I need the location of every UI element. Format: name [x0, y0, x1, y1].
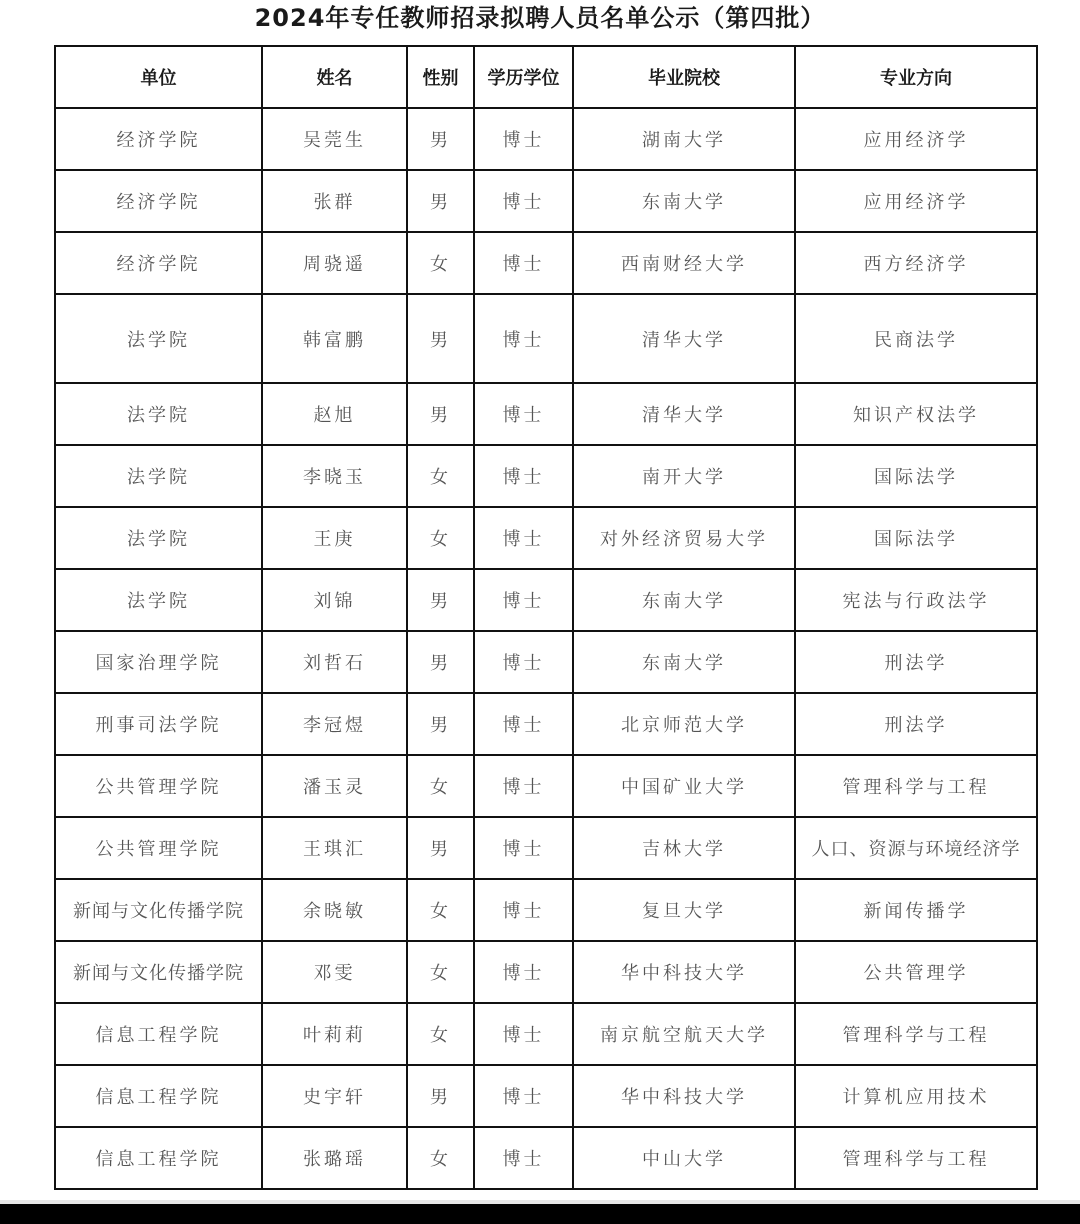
- cell-school: 清华大学: [573, 383, 795, 445]
- cell-school: 东南大学: [573, 569, 795, 631]
- cell-degree: 博士: [474, 569, 573, 631]
- cell-gender: 男: [407, 1065, 474, 1127]
- cell-major: 应用经济学: [795, 170, 1037, 232]
- document-title: 2024年专任教师招录拟聘人员名单公示（第四批）: [254, 4, 826, 32]
- cell-gender: 女: [407, 1127, 474, 1189]
- cell-school: 南开大学: [573, 445, 795, 507]
- cell-gender: 男: [407, 383, 474, 445]
- cell-unit: 法学院: [55, 445, 262, 507]
- cell-school: 华中科技大学: [573, 941, 795, 1003]
- cell-name: 周骁遥: [262, 232, 407, 294]
- cell-name: 张璐瑶: [262, 1127, 407, 1189]
- table-row: [55, 693, 1037, 755]
- cell-unit: 信息工程学院: [55, 1065, 262, 1127]
- cell-major: 管理科学与工程: [795, 1127, 1037, 1189]
- cell-gender: 女: [407, 232, 474, 294]
- cell-gender: 男: [407, 631, 474, 693]
- cell-unit: 新闻与文化传播学院: [55, 879, 262, 941]
- header-name: 姓名: [262, 46, 407, 108]
- table-row: [55, 1127, 1037, 1189]
- table-row: [55, 1065, 1037, 1127]
- table-row: [55, 755, 1037, 817]
- cell-name: 余晓敏: [262, 879, 407, 941]
- cell-school: 东南大学: [573, 170, 795, 232]
- cell-school: 西南财经大学: [573, 232, 795, 294]
- table-row: [55, 170, 1037, 232]
- table-row: [55, 1003, 1037, 1065]
- cell-unit: 经济学院: [55, 232, 262, 294]
- cell-name: 刘锦: [262, 569, 407, 631]
- cell-name: 李晓玉: [262, 445, 407, 507]
- cell-major: 新闻传播学: [795, 879, 1037, 941]
- cell-name: 刘哲石: [262, 631, 407, 693]
- table-row: [55, 817, 1037, 879]
- cell-name: 潘玉灵: [262, 755, 407, 817]
- cell-name: 李冠煜: [262, 693, 407, 755]
- cell-degree: 博士: [474, 941, 573, 1003]
- cell-school: 华中科技大学: [573, 1065, 795, 1127]
- cell-gender: 男: [407, 170, 474, 232]
- header-unit: 单位: [55, 46, 262, 108]
- cell-degree: 博士: [474, 693, 573, 755]
- cell-gender: 女: [407, 507, 474, 569]
- cell-major: 刑法学: [795, 693, 1037, 755]
- cell-major: 民商法学: [795, 294, 1037, 383]
- cell-unit: 公共管理学院: [55, 817, 262, 879]
- cell-degree: 博士: [474, 170, 573, 232]
- cell-major: 公共管理学: [795, 941, 1037, 1003]
- cell-major: 知识产权法学: [795, 383, 1037, 445]
- cell-school: 复旦大学: [573, 879, 795, 941]
- cell-name: 韩富鹏: [262, 294, 407, 383]
- table-header-row: [55, 46, 1037, 108]
- cell-name: 邓雯: [262, 941, 407, 1003]
- cell-school: 中国矿业大学: [573, 755, 795, 817]
- cell-name: 叶莉莉: [262, 1003, 407, 1065]
- cell-school: 北京师范大学: [573, 693, 795, 755]
- cell-unit: 公共管理学院: [55, 755, 262, 817]
- cell-school: 中山大学: [573, 1127, 795, 1189]
- cell-gender: 女: [407, 755, 474, 817]
- table-row: [55, 108, 1037, 170]
- table-row: [55, 569, 1037, 631]
- cell-name: 王庚: [262, 507, 407, 569]
- cell-unit: 法学院: [55, 507, 262, 569]
- cell-degree: 博士: [474, 817, 573, 879]
- cell-major: 西方经济学: [795, 232, 1037, 294]
- cell-school: 对外经济贸易大学: [573, 507, 795, 569]
- cell-school: 湖南大学: [573, 108, 795, 170]
- cell-school: 清华大学: [573, 294, 795, 383]
- cell-unit: 刑事司法学院: [55, 693, 262, 755]
- cell-name: 赵旭: [262, 383, 407, 445]
- cell-gender: 男: [407, 693, 474, 755]
- cell-school: 吉林大学: [573, 817, 795, 879]
- table-row: [55, 631, 1037, 693]
- table-row: [55, 941, 1037, 1003]
- cell-name: 史宇轩: [262, 1065, 407, 1127]
- cell-degree: 博士: [474, 232, 573, 294]
- cell-major: 管理科学与工程: [795, 1003, 1037, 1065]
- cell-gender: 男: [407, 108, 474, 170]
- cell-degree: 博士: [474, 445, 573, 507]
- cell-major: 宪法与行政法学: [795, 569, 1037, 631]
- cell-major: 计算机应用技术: [795, 1065, 1037, 1127]
- cell-gender: 男: [407, 294, 474, 383]
- cell-unit: 经济学院: [55, 108, 262, 170]
- table-row: [55, 294, 1037, 383]
- cell-unit: 法学院: [55, 294, 262, 383]
- cell-degree: 博士: [474, 1127, 573, 1189]
- cell-school: 东南大学: [573, 631, 795, 693]
- cell-name: 吴莞生: [262, 108, 407, 170]
- cell-major: 应用经济学: [795, 108, 1037, 170]
- cell-gender: 男: [407, 817, 474, 879]
- cell-name: 王琪汇: [262, 817, 407, 879]
- cell-unit: 法学院: [55, 569, 262, 631]
- table-row: [55, 232, 1037, 294]
- cell-major: 管理科学与工程: [795, 755, 1037, 817]
- cell-degree: 博士: [474, 1065, 573, 1127]
- cell-degree: 博士: [474, 879, 573, 941]
- cell-degree: 博士: [474, 631, 573, 693]
- table-row: [55, 445, 1037, 507]
- cell-unit: 信息工程学院: [55, 1127, 262, 1189]
- header-degree: 学历学位: [474, 46, 573, 108]
- cell-unit: 法学院: [55, 383, 262, 445]
- cell-degree: 博士: [474, 1003, 573, 1065]
- recruitment-table: [54, 45, 1038, 1190]
- table-row: [55, 507, 1037, 569]
- cell-degree: 博士: [474, 108, 573, 170]
- cell-gender: 男: [407, 569, 474, 631]
- cell-unit: 新闻与文化传播学院: [55, 941, 262, 1003]
- cell-major: 人口、资源与环境经济学: [795, 817, 1037, 879]
- cell-unit: 经济学院: [55, 170, 262, 232]
- header-major: 专业方向: [795, 46, 1037, 108]
- cell-gender: 女: [407, 879, 474, 941]
- header-school: 毕业院校: [573, 46, 795, 108]
- bottom-black-bar: [0, 1204, 1080, 1224]
- table-row: [55, 383, 1037, 445]
- cell-major: 刑法学: [795, 631, 1037, 693]
- cell-gender: 女: [407, 941, 474, 1003]
- cell-degree: 博士: [474, 755, 573, 817]
- cell-degree: 博士: [474, 507, 573, 569]
- header-gender: 性别: [407, 46, 474, 108]
- cell-degree: 博士: [474, 294, 573, 383]
- cell-name: 张群: [262, 170, 407, 232]
- cell-school: 南京航空航天大学: [573, 1003, 795, 1065]
- cell-unit: 信息工程学院: [55, 1003, 262, 1065]
- cell-degree: 博士: [474, 383, 573, 445]
- cell-major: 国际法学: [795, 445, 1037, 507]
- cell-unit: 国家治理学院: [55, 631, 262, 693]
- cell-gender: 女: [407, 445, 474, 507]
- cell-major: 国际法学: [795, 507, 1037, 569]
- cell-gender: 女: [407, 1003, 474, 1065]
- table-row: [55, 879, 1037, 941]
